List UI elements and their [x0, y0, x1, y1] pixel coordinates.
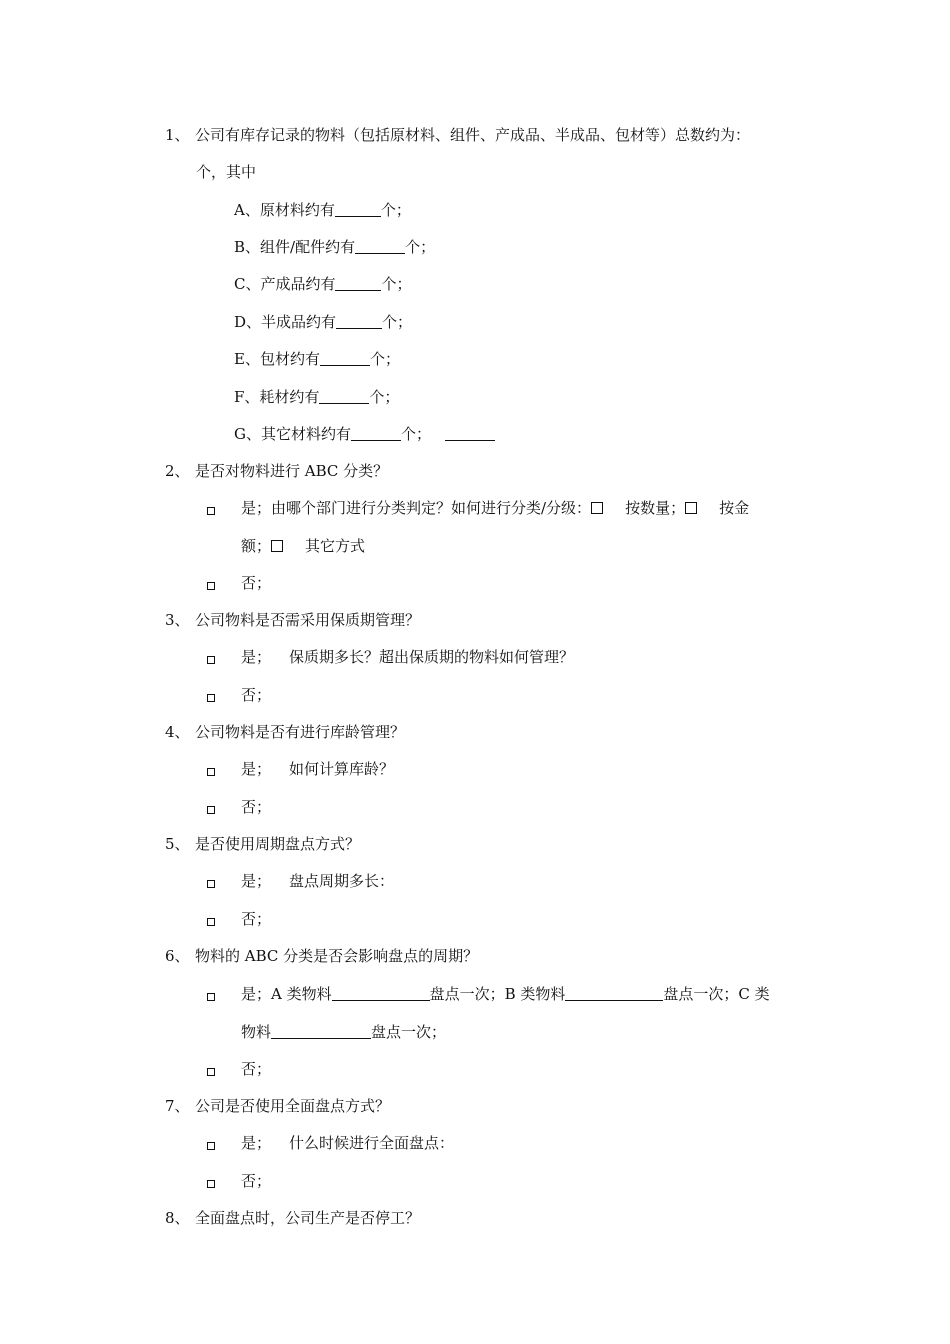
- no-label: 否；: [241, 1172, 272, 1190]
- by-amount-label: 按金: [719, 499, 750, 517]
- question-2: [165, 461, 388, 481]
- q2-yes-line: [241, 498, 749, 518]
- no-checkbox[interactable]: [207, 582, 215, 590]
- yes-checkbox[interactable]: [207, 507, 215, 515]
- question-6: [165, 946, 478, 966]
- question-number: 5、: [165, 835, 190, 853]
- q6-yes-line-2: 物料 盘点一次；: [241, 1023, 447, 1041]
- by-quantity-checkbox[interactable]: [591, 502, 603, 514]
- item-other-materials: G、其它材料约有 个；: [234, 424, 495, 444]
- no-checkbox[interactable]: [207, 694, 215, 702]
- item-packaging: E、包材约有 个；: [234, 350, 400, 368]
- no-checkbox[interactable]: [207, 806, 215, 814]
- finished-goods-blank[interactable]: [335, 276, 381, 291]
- no-checkbox[interactable]: [207, 1180, 215, 1188]
- no-label: 否；: [241, 1060, 272, 1078]
- class-b-cycle-blank[interactable]: [565, 986, 663, 1001]
- component-blank[interactable]: [355, 239, 405, 254]
- other-method-checkbox[interactable]: [271, 540, 283, 552]
- question-text: 全面盘点时，公司生产是否停工？: [195, 1209, 421, 1227]
- q6-yes-line: 是；A 类物料 盘点一次；B 类物料 盘点一次；C 类: [241, 985, 770, 1003]
- question-text: 公司是否使用全面盘点方式？: [195, 1097, 391, 1115]
- question-7: [165, 1096, 390, 1116]
- class-a-cycle-blank[interactable]: [332, 986, 430, 1001]
- packaging-blank[interactable]: [320, 351, 370, 366]
- item-component: B、组件/配件约有 个；: [234, 238, 436, 256]
- yes-checkbox[interactable]: [207, 1142, 215, 1150]
- question-number: 4、: [165, 723, 190, 741]
- by-quantity-label: 按数量；: [625, 499, 686, 517]
- question-text: 是否使用周期盘点方式？: [195, 835, 361, 853]
- class-c-cycle-blank[interactable]: [271, 1024, 371, 1039]
- q5-yes-line: 是； 盘点周期多长：: [241, 872, 395, 890]
- yes-checkbox[interactable]: [207, 768, 215, 776]
- q2-yes-line-2: 额； 其它方式: [241, 537, 366, 555]
- q3-yes-line: 是； 保质期多长？超出保质期的物料如何管理？: [241, 648, 575, 666]
- no-label: 否；: [241, 574, 272, 592]
- question-number: 6、: [165, 947, 190, 965]
- question-text: 公司物料是否需采用保质期管理？: [195, 611, 421, 629]
- question-3: [165, 610, 420, 630]
- no-label: 否；: [241, 910, 272, 928]
- question-4: [165, 722, 405, 742]
- by-amount-checkbox[interactable]: [685, 502, 697, 514]
- item-raw-material: A、原材料约有 个；: [234, 201, 411, 219]
- question-text: 物料的 ABC 分类是否会影响盘点的周期？: [195, 947, 479, 965]
- item-semi-finished: D、半成品约有 个；: [234, 313, 413, 331]
- question-text: 公司物料是否有进行库龄管理？: [195, 723, 406, 741]
- raw-material-blank[interactable]: [335, 202, 381, 217]
- item-consumables: F、耗材约有 个；: [234, 388, 400, 406]
- consumables-blank[interactable]: [319, 389, 369, 404]
- other-materials-extra-blank[interactable]: [445, 426, 495, 441]
- q7-yes-line: 是； 什么时候进行全面盘点：: [241, 1134, 455, 1152]
- question-number: 2、: [165, 462, 190, 480]
- no-label: 否；: [241, 686, 272, 704]
- question-text: 是否对物料进行 ABC 分类？: [195, 462, 389, 480]
- yes-checkbox[interactable]: [207, 656, 215, 664]
- no-label: 否；: [241, 798, 272, 816]
- yes-checkbox[interactable]: [207, 880, 215, 888]
- other-materials-blank[interactable]: [351, 426, 401, 441]
- question-number: 3、: [165, 611, 190, 629]
- no-checkbox[interactable]: [207, 918, 215, 926]
- other-method-label: 其它方式: [305, 537, 366, 555]
- yes-label: 是；由哪个部门进行分类判定？如何进行分类/分级：: [241, 499, 592, 517]
- semi-finished-blank[interactable]: [336, 314, 382, 329]
- yes-checkbox[interactable]: [207, 993, 215, 1001]
- no-checkbox[interactable]: [207, 1068, 215, 1076]
- question-8: [165, 1208, 420, 1228]
- question-number: 8、: [165, 1209, 190, 1227]
- item-finished-goods: C、产成品约有 个；: [234, 275, 412, 293]
- q4-yes-line: 是； 如何计算库龄？: [241, 760, 395, 778]
- question-text: 公司有库存记录的物料（包括原材料、组件、产成品、半成品、包材等）总数约为：: [195, 126, 751, 144]
- question-5: [165, 834, 360, 854]
- question-1-continuation: 个，其中: [196, 163, 257, 181]
- question-number: 7、: [165, 1097, 190, 1115]
- question-1: [165, 125, 750, 145]
- question-number: 1、: [165, 126, 190, 144]
